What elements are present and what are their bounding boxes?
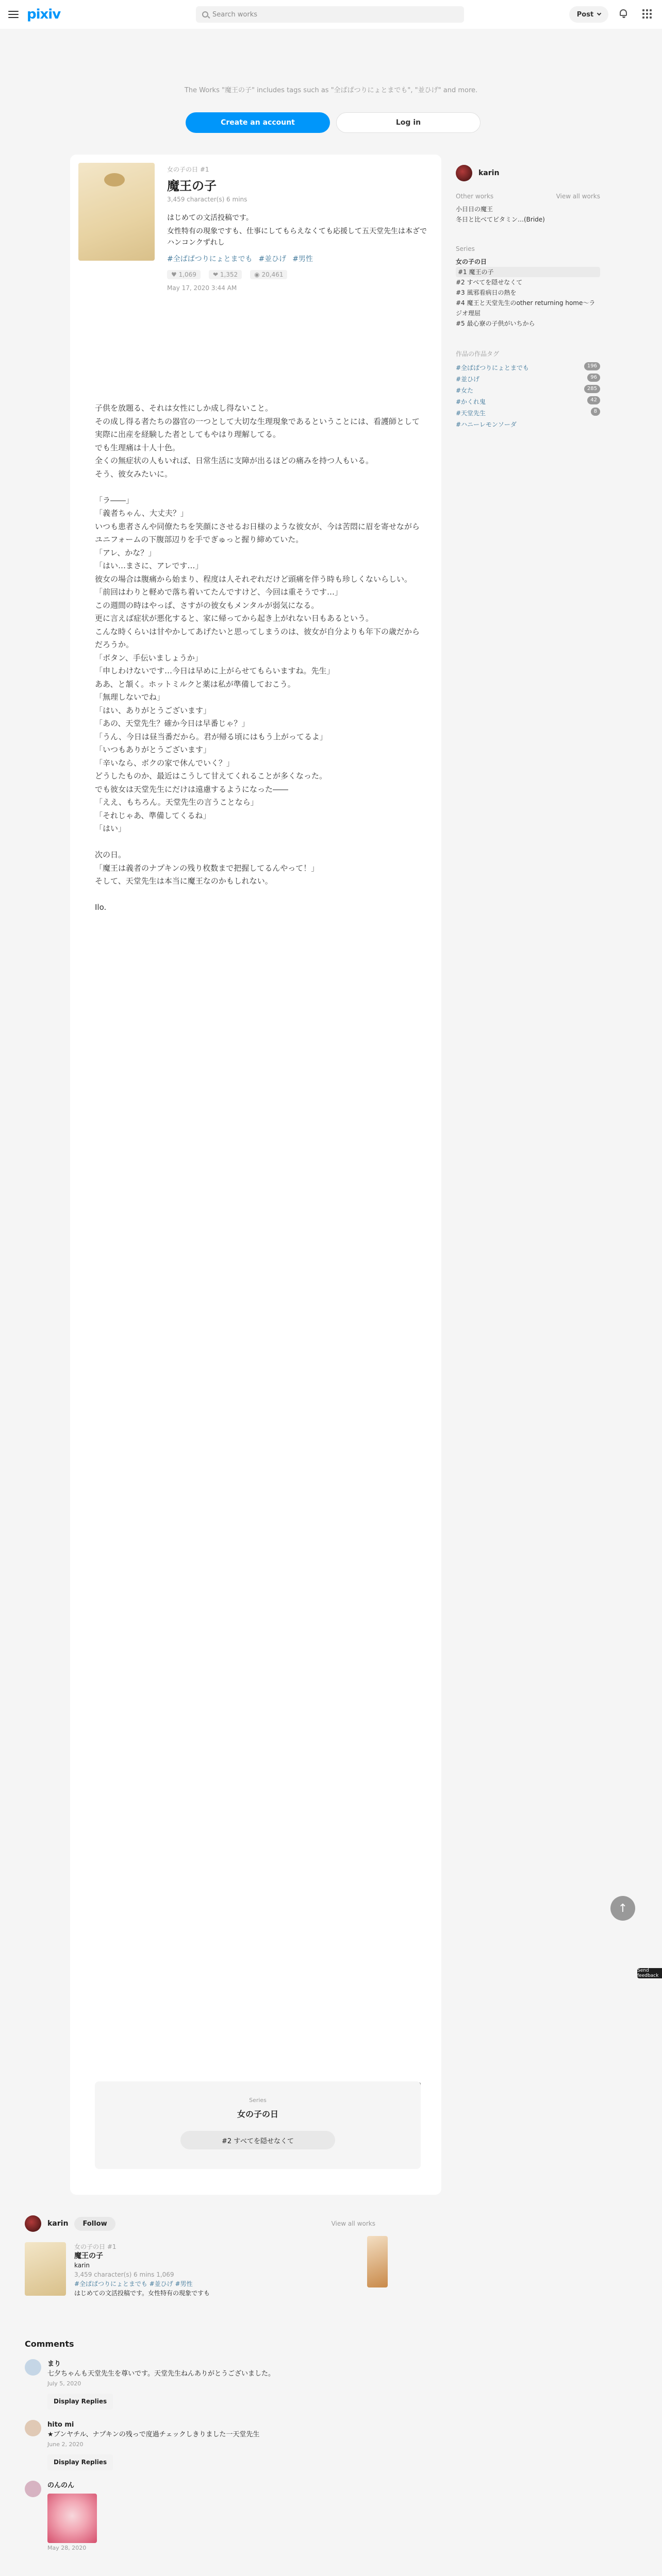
right-sidebar xyxy=(456,165,600,430)
novel-paragraph: ああ、と頷く。ホットミルクと薬は私が準備しておこう。 xyxy=(95,679,295,689)
novel-paragraph: 「うん、今日は昼当番だから。君が帰る頃にはもう上がってるよ」 xyxy=(95,732,327,741)
series-episode[interactable]: #4 魔王と天堂先生のother returning home～ラジオ理屈 xyxy=(456,299,595,317)
novel-paragraph: 全くの無症状の人もいれば、日常生活に支障が出るほどの痛みを持つ人もいる。 xyxy=(95,456,374,465)
comment-date: July 5, 2020 xyxy=(47,2380,81,2387)
top-header xyxy=(0,0,662,29)
novel-body xyxy=(95,402,421,914)
commenter-name[interactable]: まり xyxy=(47,2360,61,2368)
tag-link[interactable]: #並ひげ xyxy=(258,255,287,263)
commenter-name[interactable]: のんのん xyxy=(47,2482,75,2489)
novel-paragraph: 「ええ、もちろん。天堂先生の言うことなら」 xyxy=(95,798,258,807)
chevron-down-icon xyxy=(597,11,601,15)
series-link[interactable]: 女の子の日 #1 xyxy=(167,166,209,173)
sidebar-series-list xyxy=(456,257,600,329)
sidebar-tag[interactable]: #かくれ鬼 42 xyxy=(456,396,600,408)
novel-paragraph: そう、彼女みたいに。 xyxy=(95,469,173,479)
display-replies-button[interactable]: Display Replies xyxy=(47,2454,113,2470)
novel-paragraph: こんな時くらいは甘やかしてあげたいと思ってしまうのは、彼女が自分よりも年下の歳だからだろうか。 xyxy=(95,626,420,649)
novel-paragraph: 子供を放題る、それは女性にしか成し得ないこと。 xyxy=(95,403,273,413)
mini-caption: はじめての文活投稿です。女性特有の現象ですも xyxy=(74,2290,210,2297)
series-episode[interactable]: #2 すべてを隠せなくて xyxy=(456,279,523,286)
sidebar-tag[interactable]: #全ぱぱつりにょとまでも 196 xyxy=(456,362,600,374)
mini-title: 魔王の子 xyxy=(74,2252,103,2260)
sidebar-tags-list xyxy=(456,362,600,430)
mini-meta xyxy=(74,2242,210,2298)
view-all-works-link[interactable]: View all works xyxy=(331,2220,375,2227)
novel-paragraph: そして、天堂先生は本当に魔王なのかもしれない。 xyxy=(95,876,273,886)
banner-text: The Works "魔王の子" includes tags such as "全ぱぱつりにょとまでも", "並ひげ" and more. xyxy=(184,87,478,94)
other-work-link[interactable]: 小日日の魔王 xyxy=(456,206,493,213)
login-button[interactable]: Log in xyxy=(336,112,481,133)
author-name[interactable]: karin xyxy=(47,2219,69,2228)
author-avatar[interactable] xyxy=(25,2215,41,2232)
pixiv-logo[interactable]: pixiv xyxy=(27,7,61,22)
sidebar-tag[interactable]: #並ひげ 96 xyxy=(456,374,600,385)
cover-image xyxy=(78,163,155,261)
novel-paragraph: 「義者ちゃん、大丈夫？」 xyxy=(95,509,188,518)
mini-series: 女の子の日 #1 xyxy=(74,2243,117,2250)
novel-paragraph: 「辛いなら、ボクの家で休んでいく？」 xyxy=(95,758,235,768)
mini-cover-image xyxy=(25,2242,66,2296)
novel-paragraph: どうしたものか、最近はこうして甘えてくれることが多くなった。 xyxy=(95,771,327,781)
series-episode[interactable]: #5 最心寮の子供がいちから xyxy=(456,320,535,327)
novel-paragraph: 「魔王は義者のナプキンの残り枚数まで把握してるんやって！」 xyxy=(95,863,319,873)
sticker-image xyxy=(47,2494,97,2543)
series-nav-name[interactable]: 女の子の日 xyxy=(237,2109,278,2119)
sidebar-author-avatar[interactable] xyxy=(456,165,472,181)
work-header xyxy=(78,163,433,292)
comment-date: June 2, 2020 xyxy=(47,2441,84,2448)
next-work-thumb[interactable] xyxy=(367,2236,388,2287)
mini-author: karin xyxy=(74,2262,90,2269)
sidebar-author[interactable] xyxy=(456,165,600,181)
novel-paragraph: 「ラ――」 xyxy=(95,495,134,505)
sidebar-tag[interactable]: #女た 285 xyxy=(456,385,600,396)
novel-paragraph: 「アレ、かな？」 xyxy=(95,548,156,557)
comment-text: 七夕ちゃんも天堂先生を尊いです。天堂先生ねんありがとうございました。 xyxy=(47,2370,275,2378)
author-strip-header xyxy=(25,2215,375,2232)
author-strip xyxy=(25,2215,375,2308)
novel-paragraph: 「はい…まさに、アレです…」 xyxy=(95,561,203,570)
sidebar-tags-header xyxy=(456,349,600,358)
work-caption-2: 女性特有の現象ですも、仕事にしてもらえなくても応援して五天堂先生は本ざでハンコンクずれし xyxy=(167,227,427,247)
novel-paragraph: 次の日。 xyxy=(95,850,126,859)
create-account-button[interactable]: Create an account xyxy=(186,112,330,133)
comment-item xyxy=(25,2481,351,2553)
tag-link[interactable]: #男性 xyxy=(292,255,313,263)
sidebar-tag[interactable]: #ハニーレモンソーダ xyxy=(456,421,517,428)
comment-text: ★ブンヤチル、ナプキンの残っで度過チェックしきりました一天堂先生 xyxy=(47,2431,260,2438)
novel-paragraph: 更に言えば症状が悪化すると、家に帰ってから起き上がれない日もあるという。 xyxy=(95,614,374,623)
novel-paragraph: 「はい、ありがとうございます」 xyxy=(95,705,211,715)
sidebar-series-header xyxy=(456,245,600,252)
comments-section xyxy=(25,2339,351,2553)
signup-banner xyxy=(0,62,662,134)
work-stats: 3,459 character(s) 6 mins xyxy=(167,196,247,203)
post-label: Post xyxy=(576,10,594,19)
novel-paragraph: でも生理痛は十人十色。 xyxy=(95,443,180,452)
series-episode-current[interactable]: #1 魔王の子 xyxy=(456,267,600,277)
display-replies-button[interactable]: Display Replies xyxy=(47,2394,113,2410)
bookmarks-count: ❤ 1,352 xyxy=(209,270,242,279)
work-counts xyxy=(167,270,433,279)
mini-stats: 3,459 character(s) 6 mins 1,069 xyxy=(74,2271,174,2278)
work-meta xyxy=(167,163,433,292)
novel-paragraph: いつも患者さんや同僚たちを笑顔にさせるお日様のような彼女が、今は苦悶に眉を寄せながらユニフォームの下腹部辺りを手でぎゅっと握り締めていた。 xyxy=(95,521,420,544)
novel-paragraph: 「前回はわりと軽めで落ち着いてたんですけど、今回は重そうです…」 xyxy=(95,587,343,597)
paragraph-gap xyxy=(95,481,421,494)
other-works-header xyxy=(456,193,600,200)
search-input[interactable] xyxy=(196,6,464,23)
comment-date: May 28, 2020 xyxy=(47,2545,87,2551)
comment-item xyxy=(25,2359,351,2410)
likes-count: ♥ 1,069 xyxy=(167,270,201,279)
scroll-to-top-button[interactable]: ↑ xyxy=(610,1896,635,1921)
notification-bell-icon[interactable] xyxy=(620,9,628,19)
comments-heading: Comments xyxy=(25,2339,74,2349)
apps-grid-icon[interactable] xyxy=(642,9,652,19)
author-work-card[interactable] xyxy=(25,2242,375,2298)
menu-icon[interactable] xyxy=(8,11,19,18)
series-episode[interactable]: #3 風邪看病日の熱を xyxy=(456,289,517,296)
comment-item xyxy=(25,2420,351,2470)
novel-paragraph: 「あの、天堂先生？確か今日は早番じゃ？」 xyxy=(95,719,250,728)
tag-list xyxy=(167,253,433,264)
novel-paragraph: 彼女の場合は腹痛から始まり、程度は人それぞれだけど頭痛を伴う時も珍しくないらしい。 xyxy=(95,574,412,584)
novel-paragraph: 「無理しないでね」 xyxy=(95,692,165,702)
views-count: ◉ 20,461 xyxy=(250,270,287,279)
paragraph-gap xyxy=(95,888,421,902)
work-title: 魔王の子 xyxy=(167,179,217,193)
commenter-avatar[interactable] xyxy=(25,2481,41,2497)
novel-paragraph: 「ボタン、手伝いましょうか」 xyxy=(95,653,203,663)
novel-paragraph: その成し得る者たちの器官の一つとして大切な生理現象であるということには、看護師として実際に出産を経験した者としてもやはり理解してる。 xyxy=(95,416,420,439)
other-work-link[interactable]: 冬日と比べてビタミン…(Bride) xyxy=(456,216,545,223)
sidebar-series-label: Series xyxy=(456,245,475,252)
next-episode-button[interactable]: #2 すべてを隠せなくて xyxy=(180,2131,335,2149)
post-button[interactable] xyxy=(569,6,608,23)
paragraph-gap xyxy=(95,836,421,849)
novel-paragraph: 「それじゃあ、準備してくるね」 xyxy=(95,810,211,820)
sidebar-view-all[interactable]: View all works xyxy=(556,193,600,200)
sidebar-series-name[interactable]: 女の子の日 xyxy=(456,258,487,265)
search-icon xyxy=(202,11,208,18)
sidebar-author-name[interactable]: karin xyxy=(478,169,500,177)
sidebar-tag[interactable]: #天堂先生 8 xyxy=(456,408,600,419)
mini-tags: #全ぱぱつりにょとまでも #並ひげ #男性 xyxy=(74,2280,193,2287)
feedback-tab[interactable]: Send feedback xyxy=(637,1968,662,1978)
commenter-avatar[interactable] xyxy=(25,2359,41,2376)
sidebar-tags-label: 作品の作品タグ xyxy=(456,350,500,358)
commenter-name[interactable]: hito mi xyxy=(47,2421,74,2429)
search-placeholder: Search works xyxy=(212,10,258,19)
other-works-list xyxy=(456,204,600,225)
work-caption: はじめての文活投稿です。 xyxy=(167,214,253,222)
novel-paragraph: 「はい」 xyxy=(95,824,126,833)
novel-paragraph: 「いつもありがとうございます」 xyxy=(95,745,211,754)
novel-card xyxy=(70,155,441,2195)
novel-paragraph: 「申しわけないです…今日は早めに上がらせてもらいますね。先生」 xyxy=(95,666,335,675)
novel-paragraph: Ilo. xyxy=(95,903,107,912)
tag-link[interactable]: #全ぱぱつりにょとまでも xyxy=(167,255,253,263)
novel-paragraph: でも彼女は天堂先生にだけは遠慮するようになった―― xyxy=(95,784,289,794)
post-date: May 17, 2020 3:44 AM xyxy=(167,284,237,292)
series-nav-label: Series xyxy=(249,2097,267,2104)
commenter-avatar[interactable] xyxy=(25,2420,41,2436)
other-works-label: Other works xyxy=(456,193,494,200)
novel-paragraph: この週間の時はやっぱ、さすがの彼女もメンタルが弱気になる。 xyxy=(95,600,319,610)
follow-button[interactable]: Follow xyxy=(74,2217,115,2231)
series-navigation xyxy=(95,2081,421,2169)
